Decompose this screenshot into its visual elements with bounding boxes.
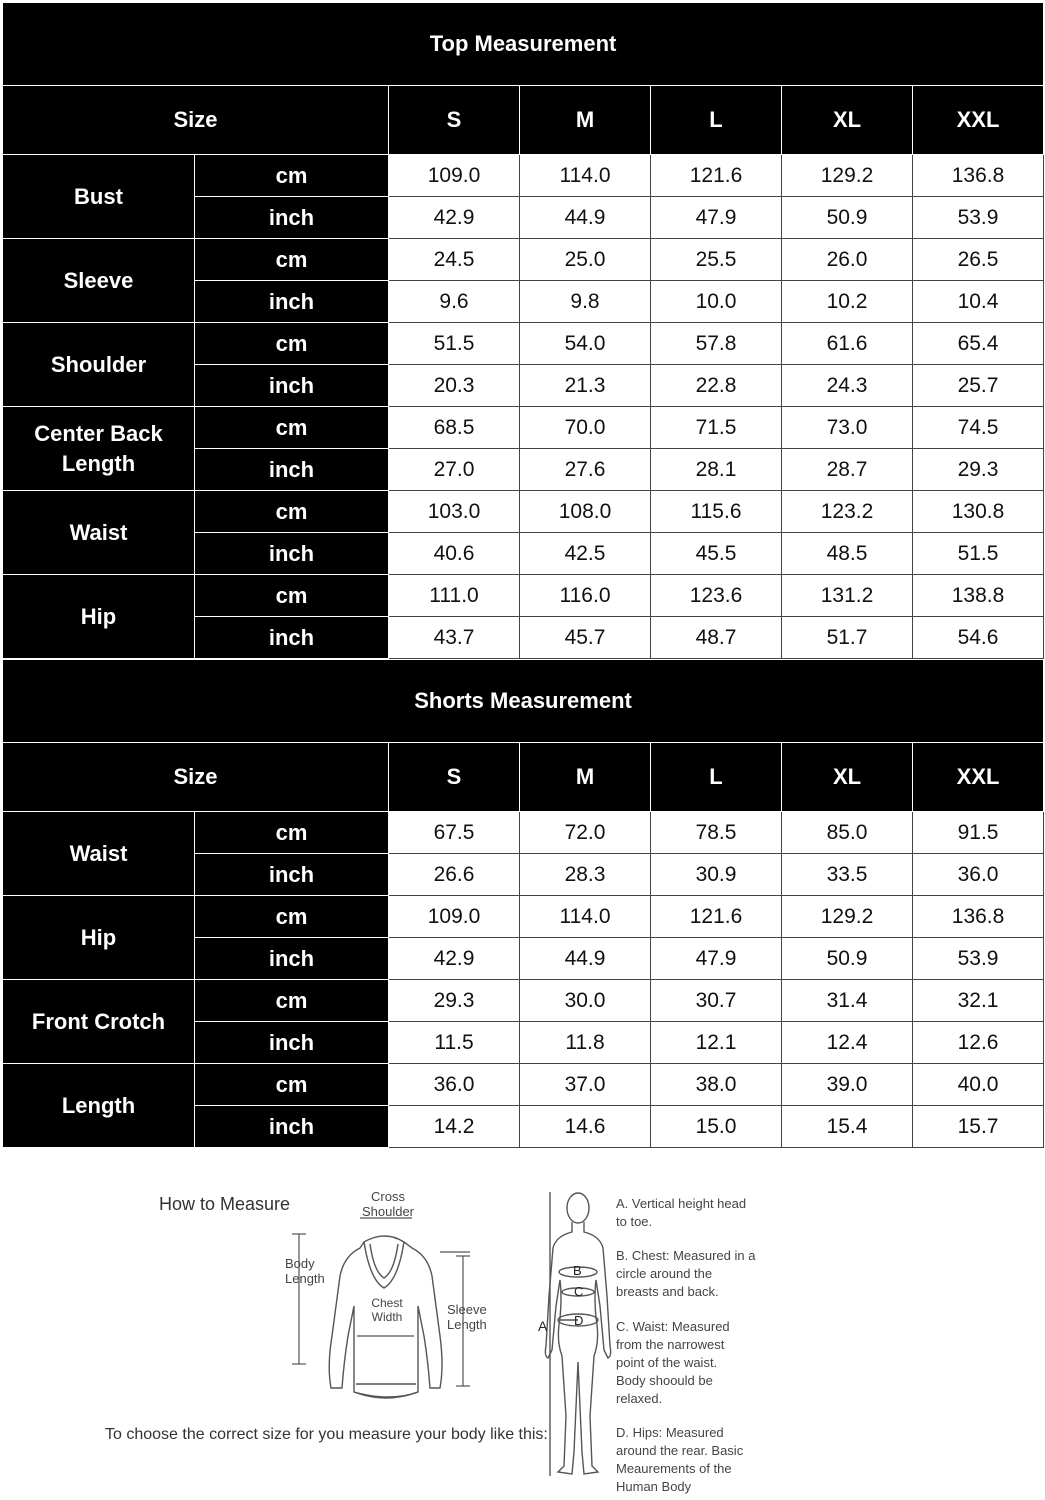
top-bust-label: Bust: [3, 155, 195, 239]
value-cell: 44.9: [520, 197, 651, 239]
shorts-size-xl: XL: [782, 743, 913, 812]
value-cell: 85.0: [782, 812, 913, 854]
value-cell: 48.5: [782, 533, 913, 575]
top-size-xl: XL: [782, 86, 913, 155]
value-cell: 33.5: [782, 854, 913, 896]
value-cell: 20.3: [389, 365, 520, 407]
note-c: C. Waist: Measured from the narrowest point of the waist. Body shoould be relaxed.: [616, 1319, 730, 1406]
value-cell: 65.4: [913, 323, 1044, 365]
value-cell: 138.8: [913, 575, 1044, 617]
value-cell: 25.7: [913, 365, 1044, 407]
chest-width-label: Chest Width: [371, 1296, 403, 1324]
unit-inch-label: inch: [195, 617, 389, 659]
top-table-title: Top Measurement: [3, 3, 1044, 86]
value-cell: 29.3: [913, 449, 1044, 491]
top-measurement-table: [2, 2, 1044, 659]
value-cell: 108.0: [520, 491, 651, 533]
value-cell: 36.0: [389, 1064, 520, 1106]
value-cell: 28.3: [520, 854, 651, 896]
value-cell: 27.6: [520, 449, 651, 491]
value-cell: 14.6: [520, 1106, 651, 1148]
value-cell: 53.9: [913, 938, 1044, 980]
value-cell: 36.0: [913, 854, 1044, 896]
top-size-header-row: [3, 86, 1044, 155]
top-waist-cm-row: [3, 491, 1044, 533]
value-cell: 28.7: [782, 449, 913, 491]
value-cell: 53.9: [913, 197, 1044, 239]
unit-inch-label: inch: [195, 281, 389, 323]
value-cell: 129.2: [782, 155, 913, 197]
top-waist-label: Waist: [3, 491, 195, 575]
value-cell: 29.3: [389, 980, 520, 1022]
value-cell: 47.9: [651, 938, 782, 980]
top-center-back-length-label: Center Back Length: [3, 407, 195, 491]
value-cell: 114.0: [520, 155, 651, 197]
unit-inch-label: inch: [195, 854, 389, 896]
value-cell: 111.0: [389, 575, 520, 617]
measure-illustrations: [0, 1156, 1045, 1500]
value-cell: 27.0: [389, 449, 520, 491]
shorts-front-crotch-label: Front Crotch: [3, 980, 195, 1064]
value-cell: 61.6: [782, 323, 913, 365]
sleeve-length-label: Sleeve Length: [447, 1302, 487, 1332]
unit-cm-label: cm: [195, 491, 389, 533]
value-cell: 43.7: [389, 617, 520, 659]
unit-inch-label: inch: [195, 1106, 389, 1148]
shorts-hip-label: Hip: [3, 896, 195, 980]
body-length-label: Body Length: [285, 1256, 325, 1286]
value-cell: 30.9: [651, 854, 782, 896]
size-chart: [2, 2, 1043, 1148]
top-size-label: Size: [3, 86, 389, 155]
value-cell: 121.6: [651, 155, 782, 197]
value-cell: 37.0: [520, 1064, 651, 1106]
value-cell: 40.6: [389, 533, 520, 575]
value-cell: 32.1: [913, 980, 1044, 1022]
body-figure-illustration: [545, 1192, 610, 1476]
value-cell: 109.0: [389, 896, 520, 938]
value-cell: 48.7: [651, 617, 782, 659]
value-cell: 73.0: [782, 407, 913, 449]
unit-inch-label: inch: [195, 938, 389, 980]
top-size-s: S: [389, 86, 520, 155]
value-cell: 123.2: [782, 491, 913, 533]
shorts-measurement-table: [2, 659, 1044, 1148]
top-hip-cm-row: [3, 575, 1044, 617]
unit-cm-label: cm: [195, 575, 389, 617]
unit-inch-label: inch: [195, 197, 389, 239]
instruction-text: To choose the correct size for you measure your body like this:: [105, 1426, 548, 1443]
value-cell: 10.0: [651, 281, 782, 323]
value-cell: 47.9: [651, 197, 782, 239]
value-cell: 78.5: [651, 812, 782, 854]
unit-inch-label: inch: [195, 533, 389, 575]
shorts-length-label: Length: [3, 1064, 195, 1148]
shorts-waist-label: Waist: [3, 812, 195, 896]
value-cell: 38.0: [651, 1064, 782, 1106]
top-center-back-length-cm-row: [3, 407, 1044, 449]
value-cell: 115.6: [651, 491, 782, 533]
value-cell: 24.5: [389, 239, 520, 281]
value-cell: 26.5: [913, 239, 1044, 281]
shorts-hip-cm-row: [3, 896, 1044, 938]
value-cell: 136.8: [913, 155, 1044, 197]
value-cell: 31.4: [782, 980, 913, 1022]
value-cell: 74.5: [913, 407, 1044, 449]
value-cell: 12.6: [913, 1022, 1044, 1064]
value-cell: 67.5: [389, 812, 520, 854]
value-cell: 45.7: [520, 617, 651, 659]
value-cell: 11.5: [389, 1022, 520, 1064]
value-cell: 10.2: [782, 281, 913, 323]
unit-cm-label: cm: [195, 896, 389, 938]
how-to-measure-heading: How to Measure: [159, 1194, 291, 1214]
note-a: A. Vertical height head to toe.: [616, 1196, 747, 1229]
value-cell: 40.0: [913, 1064, 1044, 1106]
note-b: B. Chest: Measured in a circle around the breasts and back.: [616, 1248, 756, 1299]
letter-b: B: [573, 1263, 582, 1278]
top-sleeve-cm-row: [3, 239, 1044, 281]
value-cell: 21.3: [520, 365, 651, 407]
shorts-size-l: L: [651, 743, 782, 812]
value-cell: 109.0: [389, 155, 520, 197]
shorts-table-title: Shorts Measurement: [3, 660, 1044, 743]
value-cell: 57.8: [651, 323, 782, 365]
value-cell: 30.7: [651, 980, 782, 1022]
value-cell: 123.6: [651, 575, 782, 617]
value-cell: 42.9: [389, 197, 520, 239]
value-cell: 129.2: [782, 896, 913, 938]
letter-c: C: [574, 1284, 584, 1299]
top-size-m: M: [520, 86, 651, 155]
value-cell: 70.0: [520, 407, 651, 449]
value-cell: 116.0: [520, 575, 651, 617]
value-cell: 15.0: [651, 1106, 782, 1148]
value-cell: 10.4: [913, 281, 1044, 323]
value-cell: 50.9: [782, 197, 913, 239]
value-cell: 25.0: [520, 239, 651, 281]
unit-cm-label: cm: [195, 812, 389, 854]
top-sleeve-label: Sleeve: [3, 239, 195, 323]
value-cell: 9.6: [389, 281, 520, 323]
shorts-length-cm-row: [3, 1064, 1044, 1106]
value-cell: 71.5: [651, 407, 782, 449]
value-cell: 12.4: [782, 1022, 913, 1064]
top-bust-cm-row: [3, 155, 1044, 197]
top-size-xxl: XXL: [913, 86, 1044, 155]
value-cell: 12.1: [651, 1022, 782, 1064]
top-size-l: L: [651, 86, 782, 155]
unit-inch-label: inch: [195, 1022, 389, 1064]
unit-cm-label: cm: [195, 239, 389, 281]
value-cell: 114.0: [520, 896, 651, 938]
value-cell: 28.1: [651, 449, 782, 491]
shorts-size-header-row: [3, 743, 1044, 812]
value-cell: 51.5: [913, 533, 1044, 575]
value-cell: 91.5: [913, 812, 1044, 854]
value-cell: 14.2: [389, 1106, 520, 1148]
value-cell: 54.6: [913, 617, 1044, 659]
value-cell: 68.5: [389, 407, 520, 449]
value-cell: 121.6: [651, 896, 782, 938]
value-cell: 51.7: [782, 617, 913, 659]
value-cell: 15.7: [913, 1106, 1044, 1148]
unit-cm-label: cm: [195, 980, 389, 1022]
unit-inch-label: inch: [195, 449, 389, 491]
unit-cm-label: cm: [195, 407, 389, 449]
unit-cm-label: cm: [195, 1064, 389, 1106]
letter-a: A: [538, 1318, 548, 1334]
value-cell: 24.3: [782, 365, 913, 407]
how-to-measure-guide: [0, 1156, 1045, 1500]
value-cell: 22.8: [651, 365, 782, 407]
value-cell: 130.8: [913, 491, 1044, 533]
top-shoulder-cm-row: [3, 323, 1044, 365]
value-cell: 51.5: [389, 323, 520, 365]
value-cell: 26.6: [389, 854, 520, 896]
value-cell: 72.0: [520, 812, 651, 854]
value-cell: 30.0: [520, 980, 651, 1022]
value-cell: 15.4: [782, 1106, 913, 1148]
letter-d: D: [574, 1313, 584, 1328]
value-cell: 136.8: [913, 896, 1044, 938]
value-cell: 9.8: [520, 281, 651, 323]
value-cell: 39.0: [782, 1064, 913, 1106]
unit-cm-label: cm: [195, 323, 389, 365]
value-cell: 26.0: [782, 239, 913, 281]
shorts-waist-cm-row: [3, 812, 1044, 854]
value-cell: 42.9: [389, 938, 520, 980]
unit-cm-label: cm: [195, 155, 389, 197]
value-cell: 11.8: [520, 1022, 651, 1064]
value-cell: 54.0: [520, 323, 651, 365]
value-cell: 44.9: [520, 938, 651, 980]
value-cell: 50.9: [782, 938, 913, 980]
note-d: D. Hips: Measured around the rear. Basic Meaurements of the Human Body: [616, 1425, 744, 1494]
value-cell: 103.0: [389, 491, 520, 533]
value-cell: 131.2: [782, 575, 913, 617]
cross-shoulder-label: Cross Shoulder: [361, 1189, 415, 1219]
shorts-front-crotch-cm-row: [3, 980, 1044, 1022]
shorts-title-row: [3, 660, 1044, 743]
shorts-size-xxl: XXL: [913, 743, 1044, 812]
shorts-size-s: S: [389, 743, 520, 812]
value-cell: 45.5: [651, 533, 782, 575]
top-hip-label: Hip: [3, 575, 195, 659]
shorts-size-label: Size: [3, 743, 389, 812]
value-cell: 42.5: [520, 533, 651, 575]
shorts-size-m: M: [520, 743, 651, 812]
value-cell: 25.5: [651, 239, 782, 281]
top-title-row: [3, 3, 1044, 86]
top-shoulder-label: Shoulder: [3, 323, 195, 407]
unit-inch-label: inch: [195, 365, 389, 407]
